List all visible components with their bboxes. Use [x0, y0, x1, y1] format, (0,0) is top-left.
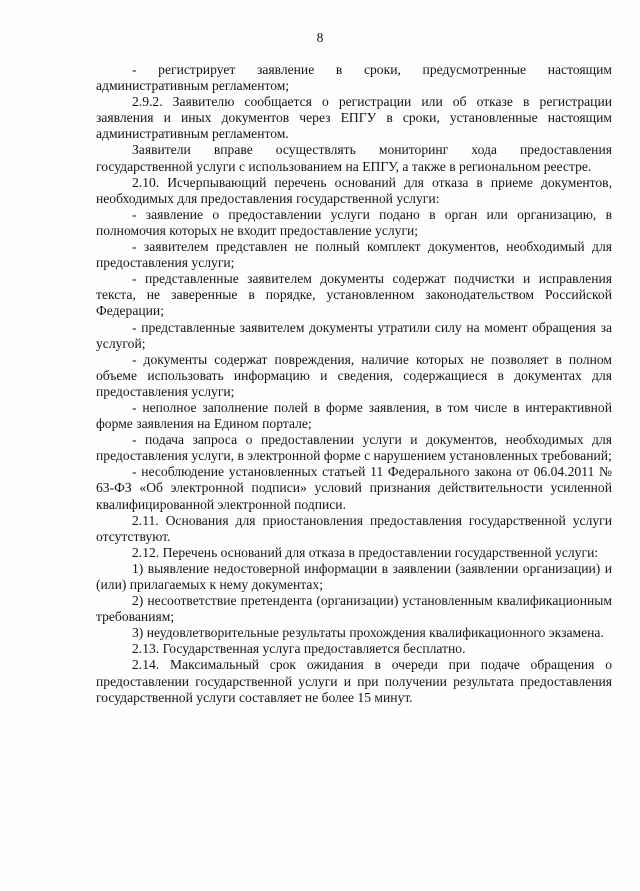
paragraph-2-13: 2.13. Государственная услуга предоставляется бесплатно.	[132, 641, 466, 657]
page-number: 8	[316, 30, 324, 45]
paragraph-registration: - регистрирует заявление в сроки, предусмотренные настоящим административным регламентом;	[96, 62, 612, 94]
paragraph-2-11: 2.11. Основания для приостановления предоставления государственной услуги отсутствуют.	[96, 512, 612, 544]
paragraph-monitoring: Заявители вправе осуществлять мониторинг хода предоставления государственной услуги с использованием на ЕПГУ, а также в региональном реестре.	[96, 142, 612, 174]
paragraph-2-9-2: 2.9.2. Заявителю сообщается о регистрации или об отказе в регистрации заявления и иных документов через ЕПГУ в сроки, установленные настоящим административным регламентом.	[96, 94, 612, 142]
list-item-false-info: 1) выявление недостоверной информации в заявлении (заявлении организации) и (или) прилагаемых к нему документах;	[96, 560, 612, 592]
paragraph-2-12: 2.12. Перечень оснований для отказа в предоставлении государственной услуги:	[132, 544, 599, 560]
list-item-signature: - несоблюдение установленных статьей 11 Федерального закона от 06.04.2011 № 63-ФЗ «Об электронной подписи» условий признания действительности усиленной квалифицированной электронной подписи.	[96, 464, 612, 512]
list-item-nonconformity: 2) несоответствие претендента (организации) установленным квалификационным требованиям;	[96, 593, 612, 625]
document-body	[96, 62, 612, 706]
list-item-incomplete-form: - неполное заполнение полей в форме заявления, в том числе в интерактивной форме заявления на Едином портале;	[96, 399, 612, 432]
paragraph-2-14: 2.14. Максимальный срок ожидания в очереди при подаче обращения о предоставлении государственной услуги и при получении результата предоставления государственной услуги составляет не более 15 минут.	[96, 657, 612, 705]
list-item-expired-docs: - представленные заявителем документы утратили силу на момент обращения за услугой;	[96, 319, 612, 351]
list-item-damaged-docs: - документы содержат повреждения, наличие которых не позволяет в полном объеме использовать информацию и сведения, содержащиеся в документах для предоставления услуги;	[96, 351, 612, 399]
paragraph-2-10: 2.10. Исчерпывающий перечень оснований для отказа в приеме документов, необходимых для предоставления государственной услуги:	[96, 174, 612, 206]
list-item-electronic-violation: - подача запроса о предоставлении услуги и документов, необходимых для предоставления услуги, в электронной форме с нарушением установленных требований;	[96, 432, 612, 464]
list-item-corrections: - представленные заявителем документы содержат подчистки и исправления текста, не заверенные в порядке, установленном законодательством Российской Федерации;	[96, 271, 612, 319]
list-item-exam-failed: 3) неудовлетворительные результаты прохождения квалификационного экзамена.	[132, 625, 604, 641]
list-item-wrong-organ: - заявление о предоставлении услуги подано в орган или организацию, в полномочия которых не входит предоставление услуги;	[96, 206, 612, 238]
list-item-incomplete-set: - заявителем представлен не полный комплект документов, необходимый для предоставления услуги;	[96, 239, 612, 271]
